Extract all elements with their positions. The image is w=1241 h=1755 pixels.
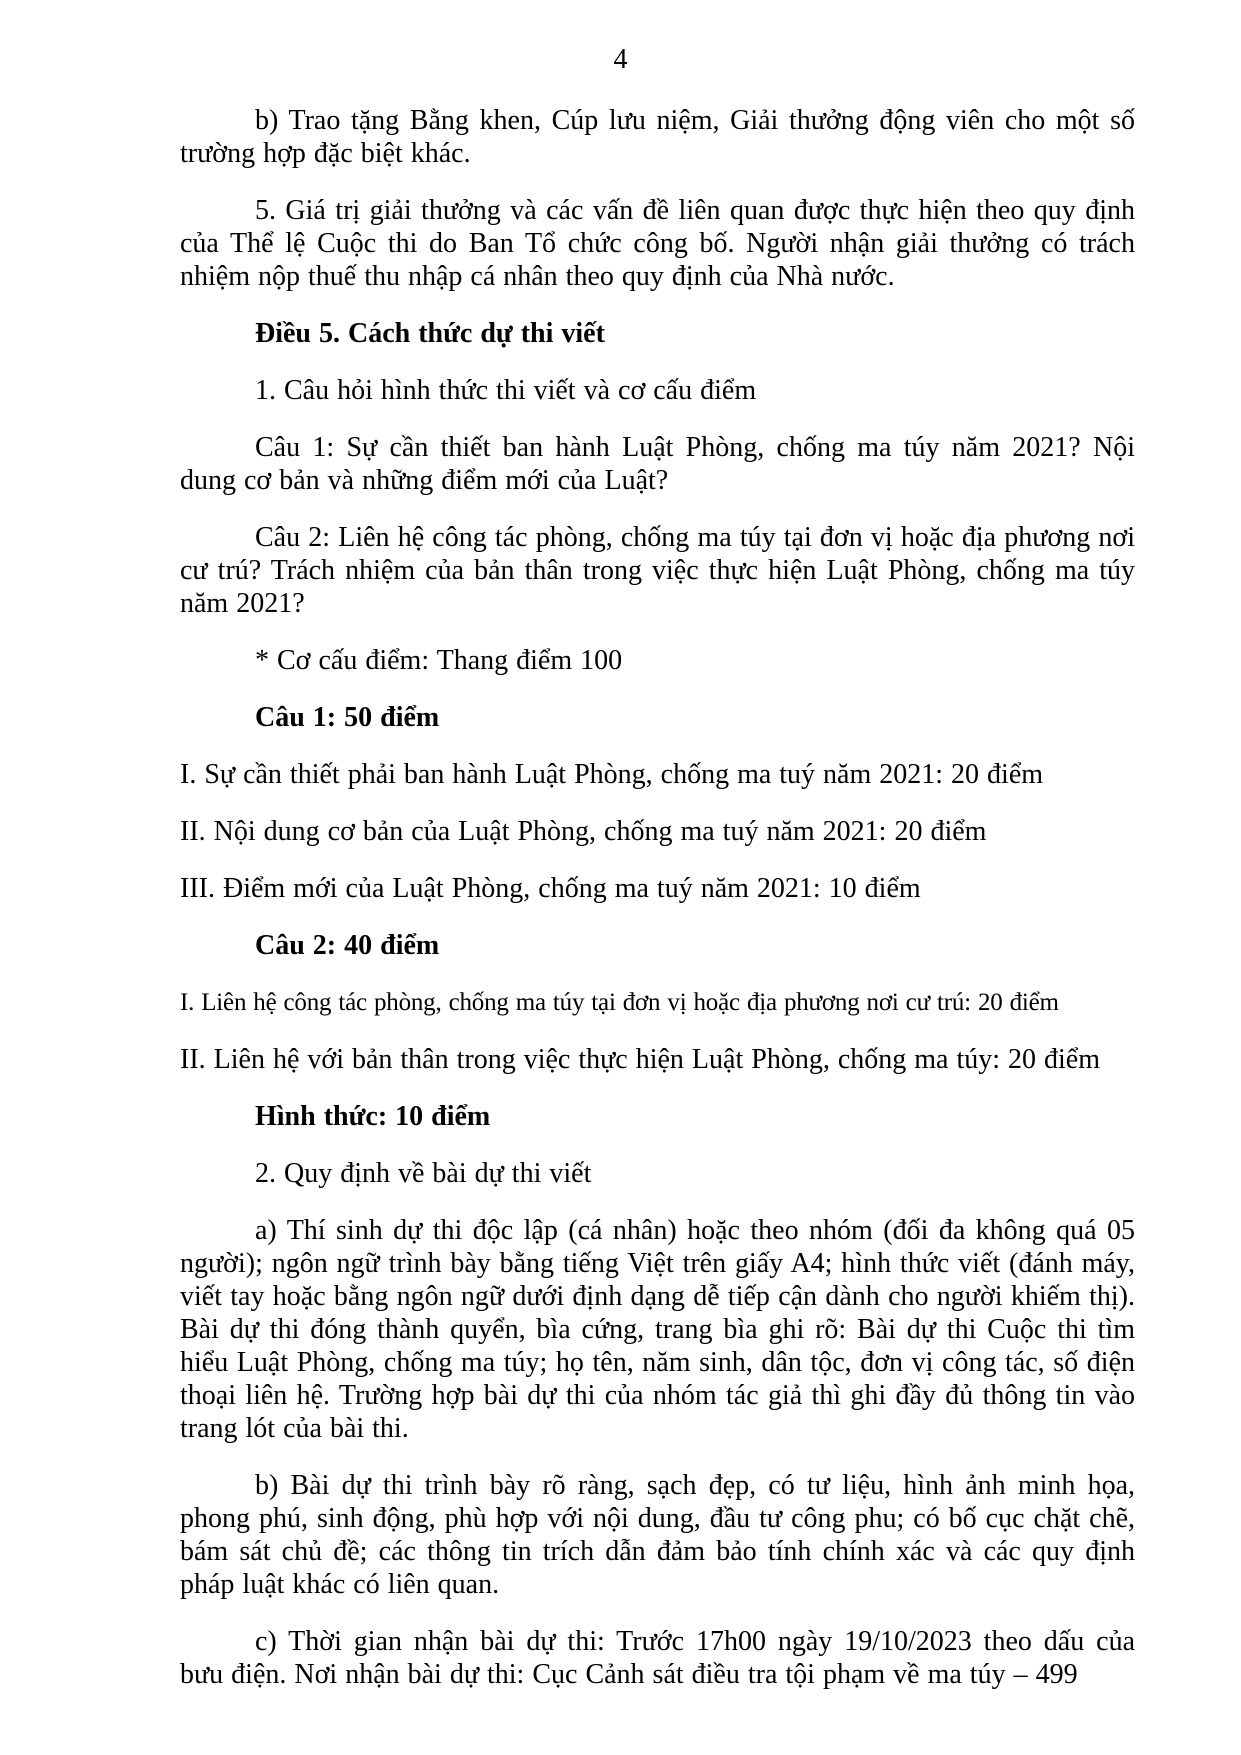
paragraph-entry-rule-c: c) Thời gian nhận bài dự thi: Trước 17h00 ngày 19/10/2023 theo dấu của bưu điện. Nơi nhận bài dự thi: Cục Cảnh sát điều tra tội phạm về ma túy – 499 [180, 1626, 1135, 1690]
list-item-q2-roman-2: II. Liên hệ với bản thân trong việc thực hiện Luật Phòng, chống ma túy: 20 điểm [180, 1044, 1100, 1075]
paragraph-award-other-cases: b) Trao tặng Bằng khen, Cúp lưu niệm, Giải thưởng động viên cho một số trường hợp đặc biệt khác. [180, 105, 1135, 169]
list-item-q1-roman-2: II. Nội dung cơ bản của Luật Phòng, chống ma tuý năm 2021: 20 điểm [180, 816, 987, 847]
paragraph-entry-rule-b: b) Bài dự thi trình bày rõ ràng, sạch đẹp, có tư liệu, hình ảnh minh họa, phong phú, sinh động, phù hợp với nội dung, đầu tư công phu; có bố cục chặt chẽ, bám sát chủ đề; các thông tin trích dẫn đảm bảo tính chính xác và các quy định pháp luật khác có liên quan. [180, 1470, 1135, 1600]
list-item-q2-roman-1: I. Liên hệ công tác phòng, chống ma túy tại đơn vị hoặc địa phương nơi cư trú: 20 điểm [180, 989, 1059, 1016]
paragraph-score-scale: * Cơ cấu điểm: Thang điểm 100 [255, 645, 623, 676]
document-body [180, 104, 1135, 1691]
paragraph-question-2: Câu 2: Liên hệ công tác phòng, chống ma túy tại đơn vị hoặc địa phương nơi cư trú? Trách nhiệm của bản thân trong việc thực hiện Luật Phòng, chống ma túy năm 2021? [180, 522, 1135, 619]
list-item-q1-roman-3: III. Điểm mới của Luật Phòng, chống ma tuý năm 2021: 10 điểm [180, 873, 921, 904]
heading-question-1-score: Câu 1: 50 điểm [255, 702, 440, 733]
heading-question-format: 1. Câu hỏi hình thức thi viết và cơ cấu điểm [255, 375, 757, 406]
heading-question-2-score: Câu 2: 40 điểm [255, 930, 440, 961]
paragraph-entry-rule-a: a) Thí sinh dự thi độc lập (cá nhân) hoặc theo nhóm (đối đa không quá 05 người); ngôn ngữ trình bày bằng tiếng Việt trên giấy A4; hình thức viết (đánh máy, viết tay hoặc bằng ngôn ngữ dưới định dạng dễ tiếp cận dành cho người khiếm thị). Bài dự thi đóng thành quyển, bìa cứng, trang bìa ghi rõ: Bài dự thi Cuộc thi tìm hiểu Luật Phòng, chống ma túy; họ tên, năm sinh, dân tộc, đơn vị công tác, số điện thoại liên hệ. Trường hợp bài dự thi của nhóm tác giả thì ghi đầy đủ thông tin vào trang lót của bài thi. [180, 1215, 1135, 1444]
heading-article-5: Điều 5. Cách thức dự thi viết [255, 318, 605, 349]
paragraph-prize-value: 5. Giá trị giải thưởng và các vấn đề liên quan được thực hiện theo quy định của Thể lệ Cuộc thi do Ban Tổ chức công bố. Người nhận giải thưởng có trách nhiệm nộp thuế thu nhập cá nhân theo quy định của Nhà nước. [180, 195, 1135, 292]
page-number: 4 [613, 44, 628, 75]
heading-entry-rules: 2. Quy định về bài dự thi viết [255, 1158, 592, 1189]
paragraph-question-1: Câu 1: Sự cần thiết ban hành Luật Phòng, chống ma túy năm 2021? Nội dung cơ bản và những điểm mới của Luật? [180, 432, 1135, 496]
list-item-q1-roman-1: I. Sự cần thiết phải ban hành Luật Phòng, chống ma tuý năm 2021: 20 điểm [180, 759, 1044, 790]
heading-format-score: Hình thức: 10 điểm [255, 1101, 491, 1132]
